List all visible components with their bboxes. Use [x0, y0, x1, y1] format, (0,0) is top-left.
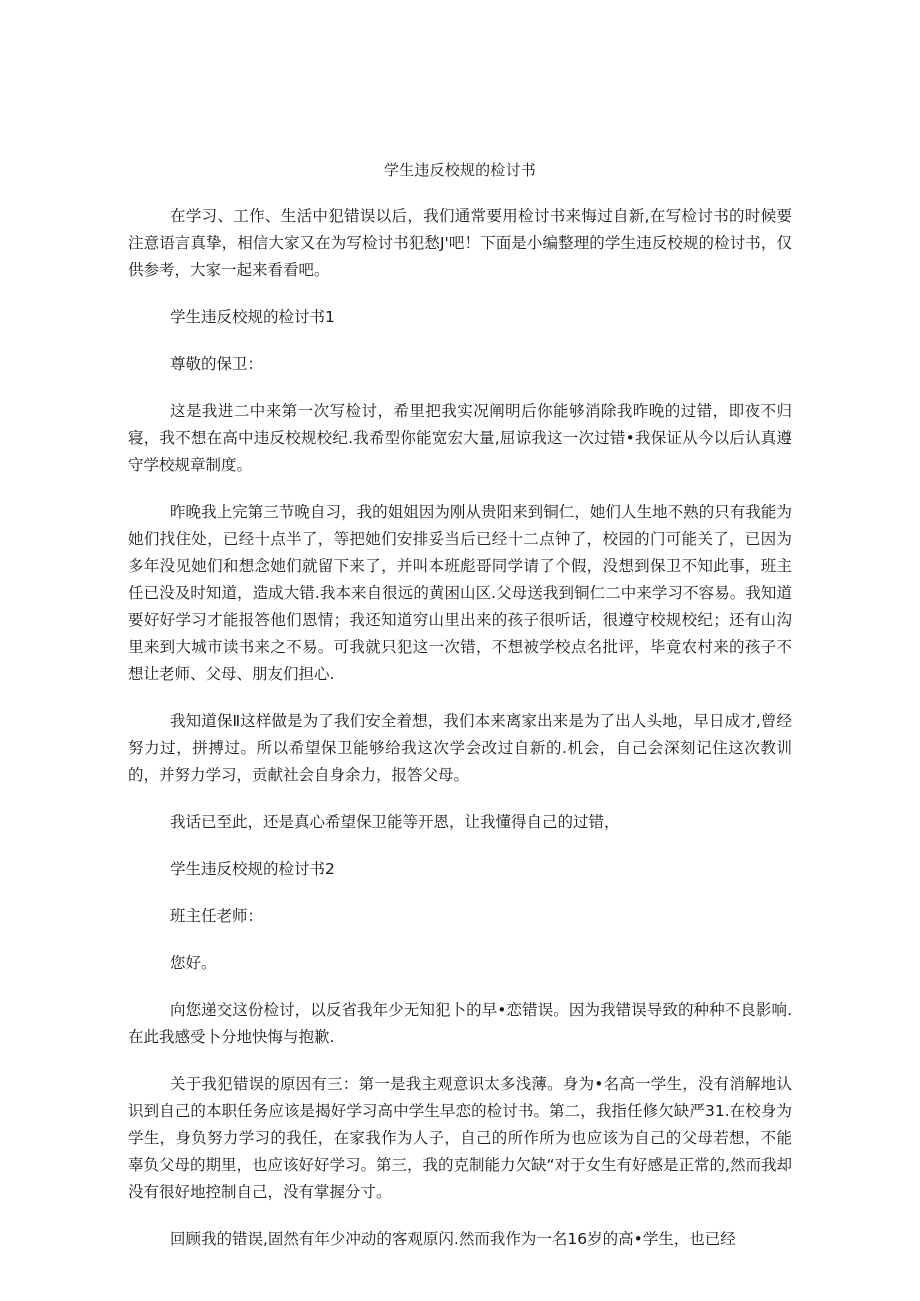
closing-paragraph-1: 我话已至此，还是真心希望保卫能等开恩，让我懂得自己的过错， — [170, 813, 620, 831]
body-paragraph: 昨晚我上完第三节晚自习，我的姐姐因为刚从贵阳来到铜仁，她们人生地不熟的只有我能为她们找住处，已经十点半了，等把她们安排妥当后已经十二点钟了，校园的门可能关了，已因为多年没见她们和想念她们就留下来了，并叫本班彪哥同学请了个假，没想到保卫不知此事，班主任已没及时知道，造成大错.我本来自很远的黄困山区.父母送我到铜仁二中来学习不容易。我知道要好好学习才能报答他们恩情；我还知道穷山里出来的孩子很听话，很遵守校规校纪；还有山沟里来到大城市读书来之不易。可我就只犯这一次错，不想被学校点名批评，毕竟农村来的孩子不想让老师、父母、朋友们担心. — [128, 503, 792, 683]
intro-paragraph: 在学习、工作、生活中犯错误以后，我们通常要用检讨书来悔过自新,在写检讨书的时候要注意语言真挚，相信大家又在为写检讨书犯愁J'吧！下面是小编整理的学生违反校规的检讨书，仅供参考，大家一起来看看吧。 — [128, 207, 792, 279]
body-paragraph: 我知道保Ⅱ这样做是为了我们安全着想，我们本来离家出来是为了出人头地，早日成才,曾经努力过，拼搏过。所以希望保卫能够给我这次学会改过自新的.机会，自己会深刻记住这次教训的，并努力学习，贡献社会自身余力，报答父母。 — [128, 712, 792, 784]
greeting: 您好。 — [170, 954, 217, 972]
body-paragraph: 回顾我的错误,固然有年少冲动的客观原闪.然而我作为一名16岁的高•学生，也已经 — [170, 1230, 736, 1248]
body-paragraph: 向您递交这份检讨，以反省我年少无知犯卜的早•恋错误。因为我错误导致的种种不良影响.在此我感受卜分地快悔与抱歉. — [128, 1001, 792, 1046]
body-paragraph: 这是我进二中来第一次写检讨，希里把我实况阐明后你能够消除我昨晚的过错，即夜不归寝，我不想在高中违反校规校纪.我希型你能宽宏大量,屈谅我这一次过错•我保证从今以后认真遵守学校规章制度。 — [128, 402, 792, 474]
section-heading-1: 学生违反校规的检讨书1 — [170, 308, 335, 326]
section-heading-2: 学生违反校规的检讨书2 — [170, 860, 335, 878]
document-title: 学生违反校规的检讨书 — [383, 161, 536, 179]
salutation-2: 班主任老师： — [170, 907, 264, 925]
salutation-1: 尊敬的保卫： — [170, 355, 264, 373]
body-paragraph: 关于我犯错误的原因有三：第一是我主观意识太多浅薄。身为•名高一学生，没有消解地认识到自己的本职任务应该是揭好学习高中学生早恋的检讨书。第二，我指任修欠缺严31.在校身为学生，身负努力学习的我任，在家我作为人子，自己的所作所为也应该为自己的父母若想，不能辜负父母的期里，也应该好好学习。第三，我的克制能力欠缺“对于女生有好感是正常的,然而我却没有很好地控制自己，没有掌握分寸。 — [128, 1075, 792, 1201]
document-body — [128, 203, 792, 1273]
